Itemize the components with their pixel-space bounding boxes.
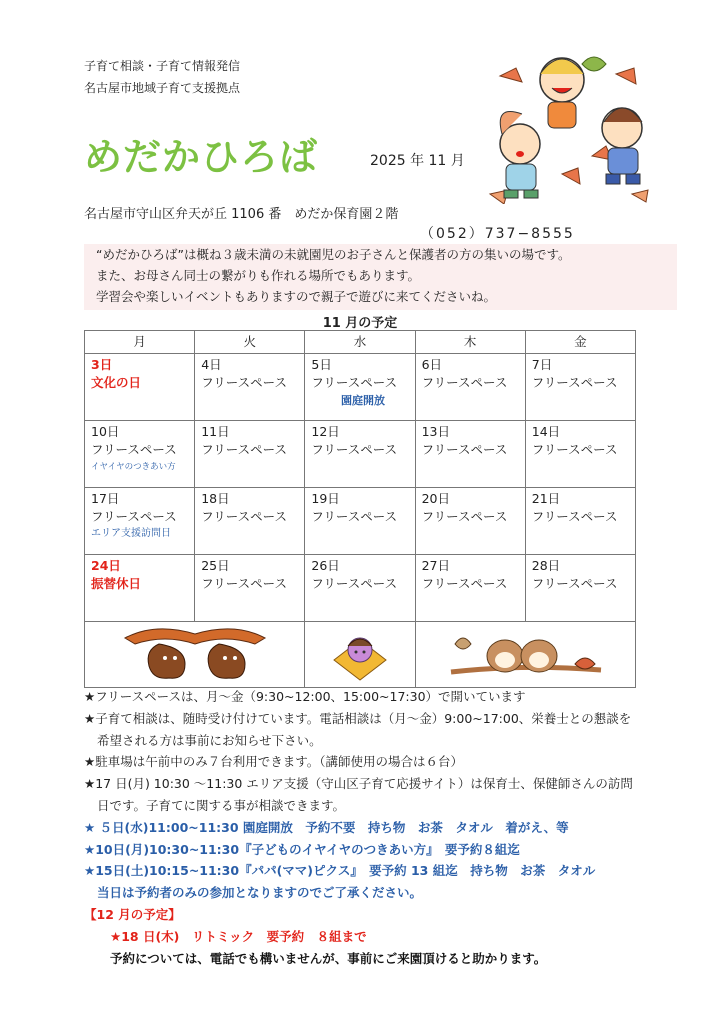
day-event: フリースペース xyxy=(531,576,618,591)
day-date: 18日 xyxy=(201,491,230,506)
day-event: フリースペース xyxy=(531,509,618,524)
info-line: 日です。子育てに関する事が相談できます。 xyxy=(97,797,346,813)
day-cell xyxy=(525,488,635,555)
day-date: 4日 xyxy=(201,357,222,372)
day-cell xyxy=(85,354,195,421)
intro-box xyxy=(84,244,677,310)
day-cell xyxy=(195,555,305,622)
day-cell xyxy=(525,354,635,421)
day-cell xyxy=(305,421,415,488)
schedule-title: 11 月の予定 xyxy=(322,316,398,331)
illustration-cell xyxy=(85,622,305,688)
week-row xyxy=(85,421,636,488)
day-cell xyxy=(305,354,415,421)
day-date: 19日 xyxy=(311,491,340,506)
schedule-table xyxy=(84,330,636,688)
day-date: 24日 xyxy=(91,558,121,573)
day-event: フリースペース xyxy=(421,509,508,524)
day-date: 5日 xyxy=(311,357,332,372)
address: 名古屋市守山区弁天が丘 1106 番 めだか保育園２階 xyxy=(84,207,399,222)
week-row xyxy=(85,488,636,555)
day-event: フリースペース xyxy=(91,509,177,524)
day-date: 25日 xyxy=(201,558,230,573)
day-event: フリースペース xyxy=(531,375,618,390)
illustration-cell xyxy=(305,622,415,688)
day-event: フリースペース xyxy=(201,509,287,524)
intro-line: “めだかひろば”は概ね３歳未満の未就園児のお子さんと保護者の方の集いの場です。 xyxy=(96,247,571,262)
day-event: フリースペース xyxy=(421,375,508,390)
day-cell xyxy=(305,555,415,622)
day-note: 園庭開放 xyxy=(340,394,385,407)
info-line: ★駐車場は午前中のみ７台利用できます。（講師使用の場合は６台） xyxy=(84,754,463,770)
chestnut-pair-illustration xyxy=(115,624,275,682)
day-event: 振替休日 xyxy=(91,576,142,591)
week-row xyxy=(85,555,636,622)
day-event: フリースペース xyxy=(91,442,177,457)
event-line: ★15日(土)10:15~11:30『パパ(ママ)ピクス』 要予約 13 組迄 持ち物 お茶 タオル xyxy=(84,863,596,879)
info-section xyxy=(84,686,644,969)
day-date: 7日 xyxy=(531,357,553,372)
day-event: フリースペース xyxy=(531,442,618,457)
day-cell xyxy=(305,488,415,555)
day-date: 3日 xyxy=(91,357,113,372)
weekday-fri: 金 xyxy=(525,331,635,354)
day-event: フリースペース xyxy=(201,375,287,390)
day-event: フリースペース xyxy=(311,375,398,390)
weekday-tue: 火 xyxy=(195,331,305,354)
day-cell xyxy=(415,421,525,488)
day-event: 文化の日 xyxy=(91,375,142,390)
day-date: 26日 xyxy=(311,558,340,573)
day-cell xyxy=(415,555,525,622)
day-cell xyxy=(525,555,635,622)
day-date: 17日 xyxy=(91,491,120,506)
weekday-wed: 水 xyxy=(305,331,415,354)
day-cell xyxy=(415,488,525,555)
logo-title: めだかひろば xyxy=(84,135,319,179)
day-date: 21日 xyxy=(531,491,561,506)
day-event: フリースペース xyxy=(311,576,398,591)
intro-line: 学習会や楽しいイベントもありますので親子で遊びに来てくださいね。 xyxy=(96,289,497,304)
week-row xyxy=(85,354,636,421)
day-event: フリースペース xyxy=(201,442,287,457)
december-heading: 【12 月の予定】 xyxy=(84,906,181,922)
day-note: イヤイヤのつきあい方 xyxy=(91,462,176,472)
day-event: フリースペース xyxy=(421,576,508,591)
day-cell xyxy=(415,354,525,421)
day-event: フリースペース xyxy=(311,442,398,457)
day-cell xyxy=(525,421,635,488)
day-date: 12日 xyxy=(311,424,340,439)
info-line: ★フリースペースは、月～金（9:30~12:00、15:00~17:30）で開いています xyxy=(84,689,526,704)
day-date: 20日 xyxy=(421,491,450,506)
day-date: 27日 xyxy=(421,558,450,573)
day-date: 11日 xyxy=(201,424,230,439)
day-date: 6日 xyxy=(421,357,443,372)
autumn-kids-leaves-illustration xyxy=(482,44,667,204)
day-event: フリースペース xyxy=(421,442,508,457)
day-cell xyxy=(195,421,305,488)
weekday-thu: 木 xyxy=(415,331,525,354)
event-line: ★10日(月)10:30~11:30『子どものイヤイヤのつきあい方』 要予約８組迄 xyxy=(84,841,520,857)
illustration-row xyxy=(85,622,636,688)
december-event: ★18 日(木) リトミック 要予約 ８組まで xyxy=(110,928,367,944)
day-date: 13日 xyxy=(421,424,450,439)
day-cell xyxy=(85,421,195,488)
day-cell xyxy=(195,488,305,555)
day-date: 14日 xyxy=(531,424,561,439)
info-line: ★子育て相談は、随時受け付けています。電話相談は（月～金）9:00~17:00、栄養士との懇談を xyxy=(84,710,632,726)
day-date: 10日 xyxy=(91,424,120,439)
illustration-cell xyxy=(415,622,635,688)
header-line-2: 名古屋市地域子育て支援拠点 xyxy=(84,81,241,95)
header-line-1: 子育て相談・子育て情報発信 xyxy=(84,59,241,73)
weekday-header-row xyxy=(85,331,636,354)
day-event: フリースペース xyxy=(311,509,398,524)
info-line: 希望される方は事前にお知らせ下さい。 xyxy=(97,732,322,748)
info-line: ★17 日(月) 10:30 ～11:30 エリア支援（守山区子育て応援サイト）は保育士、保健師さんの訪問 xyxy=(84,776,633,792)
event-line: ★ ５日(水)11:00~11:30 園庭開放 予約不要 持ち物 お茶 タオル 着がえ、等 xyxy=(84,819,569,835)
issue-date: 2025 年 11 月 xyxy=(370,153,465,169)
intro-line: また、お母さん同士の繋がりも作れる場所でもあります。 xyxy=(96,268,421,283)
day-cell xyxy=(195,354,305,421)
day-cell xyxy=(85,488,195,555)
sparrows-on-branch-illustration xyxy=(445,624,605,682)
telephone: （052）737−8555 xyxy=(420,226,575,242)
day-event: フリースペース xyxy=(201,576,287,591)
weekday-mon: 月 xyxy=(85,331,195,354)
december-note: 予約については、電話でも構いませんが、事前にご来園頂けると助かります。 xyxy=(110,950,547,966)
day-note: エリア支援訪問日 xyxy=(91,528,171,539)
day-cell xyxy=(85,555,195,622)
event-line: 当日は予約者のみの参加となりますのでご了承ください。 xyxy=(97,885,423,901)
day-date: 28日 xyxy=(531,558,561,573)
acorn-leaves-illustration xyxy=(328,624,392,682)
